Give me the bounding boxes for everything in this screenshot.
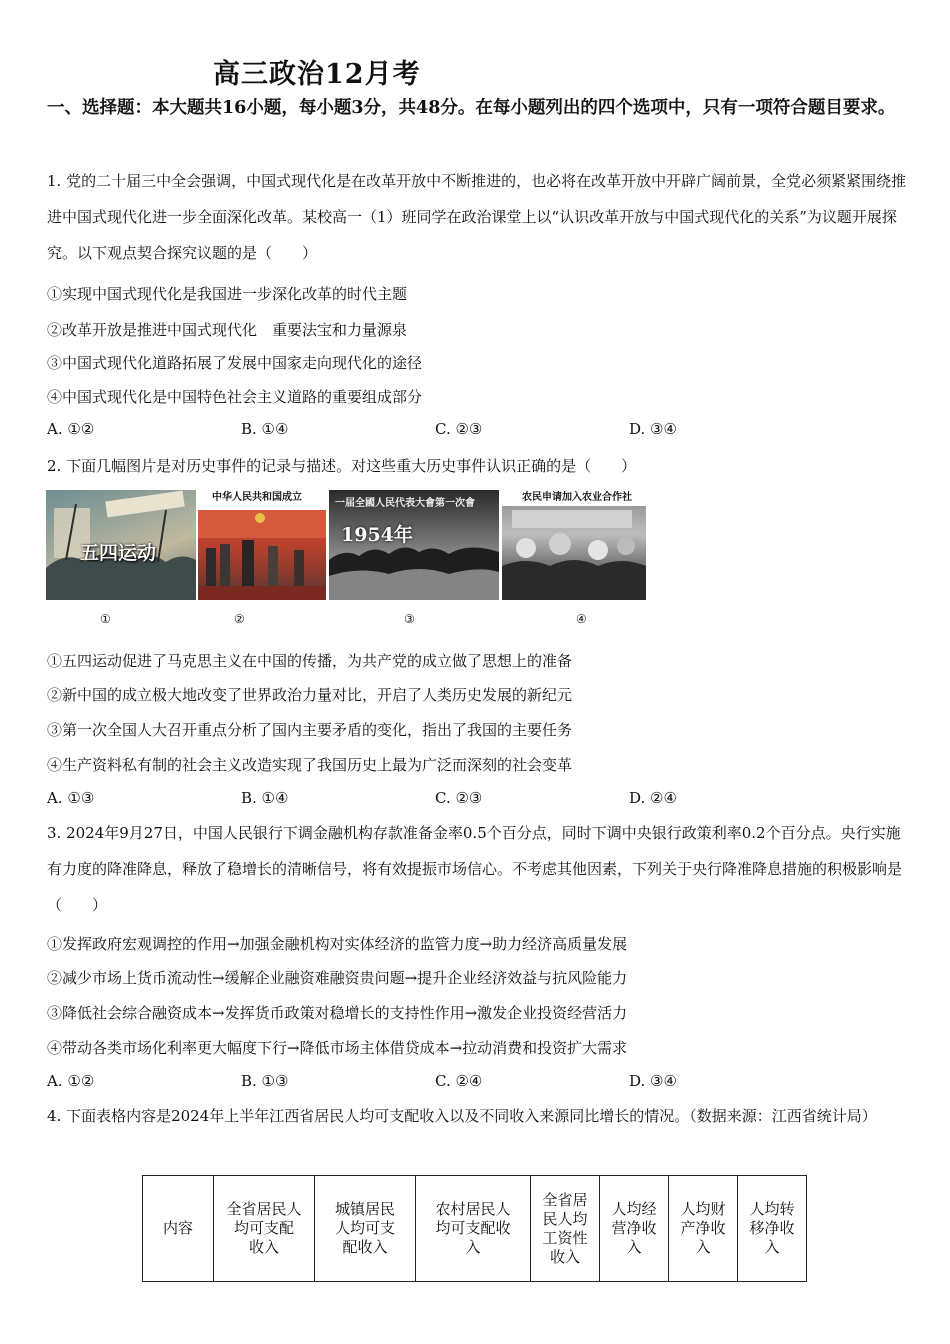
question-2-option-d[interactable]: D. ②④	[629, 789, 677, 807]
question-3-item: ②减少市场上货币流动性→缓解企业融资难融资贵问题→提升企业经济效益与抗风险能力	[47, 969, 628, 987]
table-header-cell: 人均经 营净收 入	[600, 1176, 669, 1282]
table-header-cell: 内容	[143, 1176, 214, 1282]
question-1-item: ②改革开放是推进中国式现代化 重要法宝和力量源泉	[47, 321, 408, 339]
question-3-item: ④带动各类市场化利率更大幅度下行→降低市场主体借贷成本→拉动消费和投资扩大需求	[47, 1039, 628, 1057]
question-1-item: ③中国式现代化道路拓展了发展中国家走向现代化的途径	[47, 354, 423, 372]
question-2-option-b[interactable]: B. ①④	[241, 789, 289, 807]
farmers-image	[502, 506, 646, 600]
question-3-item: ①发挥政府宏观调控的作用→加强金融机构对实体经济的监管力度→助力经济高质量发展	[47, 935, 628, 953]
question-1-stem: 1. 党的二十届三中全会强调，中国式现代化是在改革开放中不断推进的，也必将在改革开放中开辟广阔前景，全党必须紧紧围绕推进中国式现代化进一步全面深化改革。某校高一（1）班同学在政治课堂上以“认识改革开放与中国式现代化的关系”为议题开展探究。以下观点契合探究议题的是（ ）	[47, 172, 907, 262]
photo-overlay-text: 五四运动	[80, 542, 157, 564]
question-3-option-d[interactable]: D. ③④	[629, 1072, 677, 1090]
question-1-item: ①实现中国式现代化是我国进一步深化改革的时代主题	[47, 285, 408, 303]
question-2-item: ③第一次全国人大召开重点分析了国内主要矛盾的变化，指出了我国的主要任务	[47, 721, 573, 739]
ceremony-image	[198, 510, 326, 600]
table-header-cell: 人均转 移净收 入	[738, 1176, 807, 1282]
income-table	[142, 1175, 807, 1282]
photo-may-fourth-movement	[46, 490, 196, 600]
page-title: 高三政治12月考	[213, 59, 421, 90]
photo-caption: 中华人民共和国成立	[212, 492, 302, 503]
question-1-item: ④中国式现代化是中国特色社会主义道路的重要组成部分	[47, 388, 423, 406]
question-1-option-a[interactable]: A. ①②	[47, 420, 95, 438]
history-photos	[46, 490, 646, 602]
question-3-option-c[interactable]: C. ②④	[435, 1072, 483, 1090]
question-4-stem: 4. 下面表格内容是2024年上半年江西省居民人均可支配收入以及不同收入来源同比增长的情况。（数据来源：江西省统计局）	[47, 1107, 877, 1125]
question-2-item: ②新中国的成立极大地改变了世界政治力量对比，开启了人类历史发展的新纪元	[47, 686, 573, 704]
photo-number: ③	[404, 612, 415, 626]
table-header-cell: 农村居民人 均可支配收 入	[416, 1176, 531, 1282]
photo-overlay-text: 1954年	[341, 524, 413, 546]
question-2-item: ①五四运动促进了马克思主义在中国的传播，为共产党的成立做了思想上的准备	[47, 652, 573, 670]
question-3-stem: 3. 2024年9月27日，中国人民银行下调金融机构存款准备金率0.5个百分点，同时下调中央银行政策利率0.2个百分点。央行实施有力度的降准降息，释放了稳增长的清晰信号，将有效提振市场信心。不考虑其他因素，下列关于央行降准降息措施的积极影响是（ ）	[47, 824, 903, 914]
photo-number: ④	[576, 612, 587, 626]
photo-first-npc	[329, 490, 499, 600]
question-3-item: ③降低社会综合融资成本→发挥货币政策对稳增长的支持性作用→激发企业投资经营活力	[47, 1004, 628, 1022]
table-header-row	[143, 1176, 807, 1282]
question-2-option-a[interactable]: A. ①③	[47, 789, 95, 807]
question-1-option-d[interactable]: D. ③④	[629, 420, 677, 438]
question-2-stem: 2. 下面几幅图片是对历史事件的记录与描述。对这些重大历史事件认识正确的是（ ）	[47, 457, 637, 475]
question-2-option-c[interactable]: C. ②③	[435, 789, 483, 807]
photo-caption: 农民申请加入农业合作社	[522, 492, 632, 503]
table-header-cell: 全省居 民人均 工资性 收入	[531, 1176, 600, 1282]
photo-agricultural-cooperative	[502, 490, 646, 600]
question-1-option-c[interactable]: C. ②③	[435, 420, 483, 438]
section-heading: 一、选择题：本大题共16小题，每小题3分，共48分。在每小题列出的四个选项中，只有一项符合题目要求。	[47, 98, 896, 118]
question-3-option-a[interactable]: A. ①②	[47, 1072, 95, 1090]
table-header-cell: 人均财 产净收 入	[669, 1176, 738, 1282]
photo-number: ②	[234, 612, 245, 626]
photo-prc-founding	[198, 490, 326, 600]
photo-number: ①	[100, 612, 111, 626]
question-3-option-b[interactable]: B. ①③	[241, 1072, 289, 1090]
table-header-cell: 全省居民人 均可支配 收入	[214, 1176, 315, 1282]
photo-banner-text: 一届全國人民代表大會第一次會	[335, 498, 475, 509]
question-2-item: ④生产资料私有制的社会主义改造实现了我国历史上最为广泛而深刻的社会变革	[47, 756, 573, 774]
question-1-option-b[interactable]: B. ①④	[241, 420, 289, 438]
table-header-cell: 城镇居民 人均可支 配收入	[315, 1176, 416, 1282]
